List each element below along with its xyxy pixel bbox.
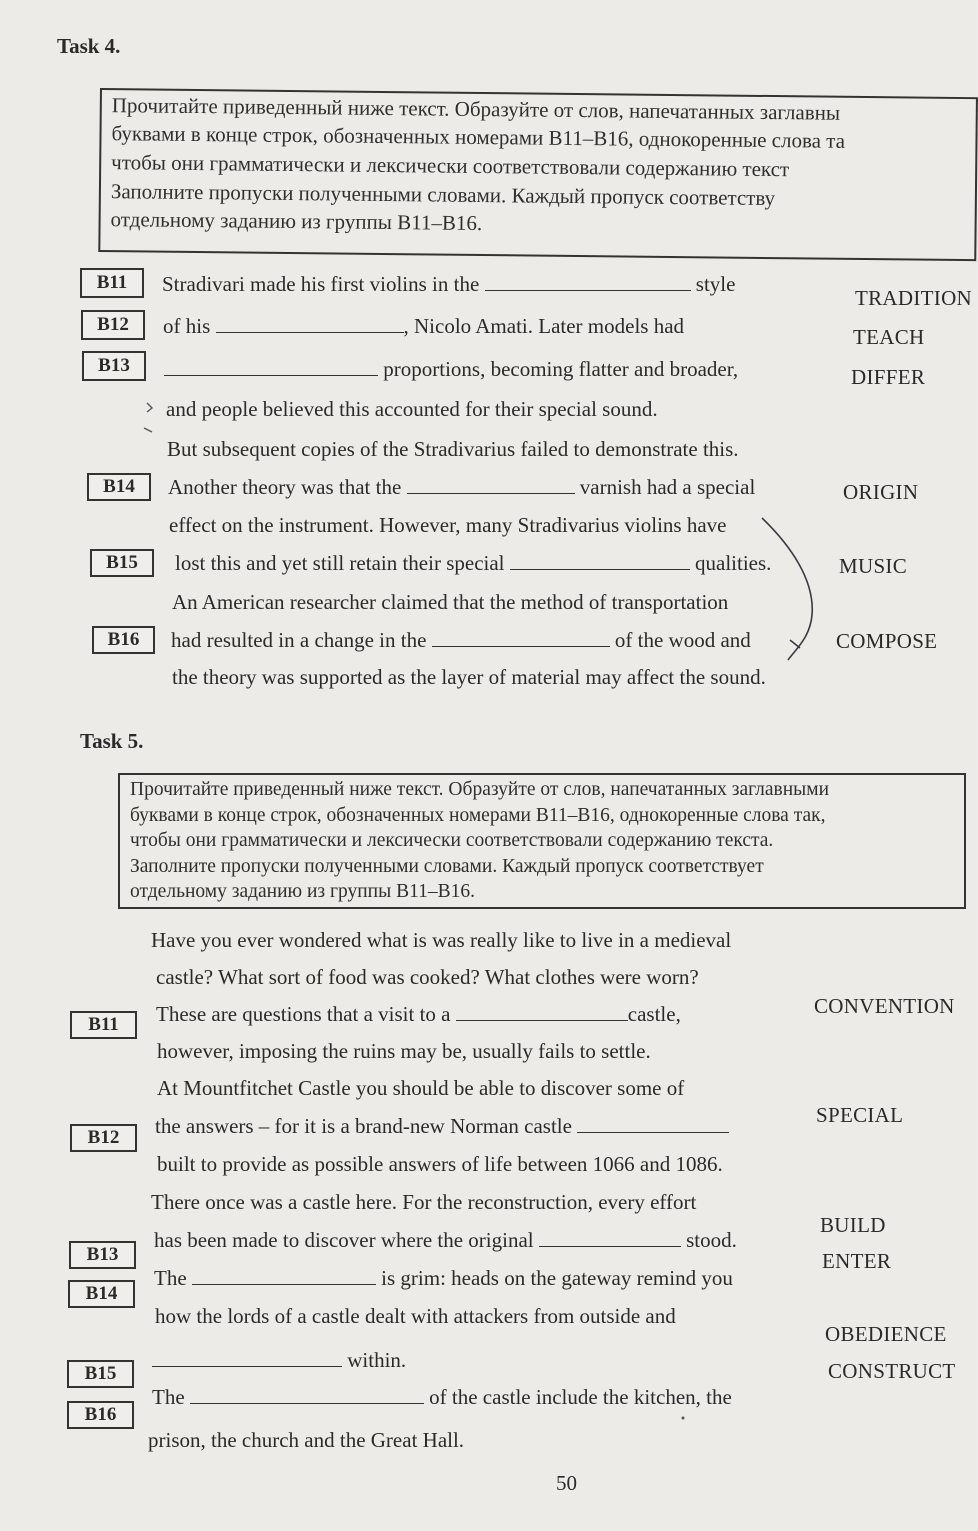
keyword: TEACH	[853, 325, 925, 349]
text-line	[154, 1228, 737, 1253]
line-text: within.	[347, 1348, 407, 1372]
line-text: has been made to discover where the original	[154, 1228, 534, 1252]
text-line	[152, 1385, 732, 1410]
text-line: At Mountfitchet Castle you should be able to discover some of	[157, 1076, 685, 1100]
line-text: had resulted in a change in the	[171, 628, 427, 652]
instruction-line: Заполните пропуски полученными словами. Каждый пропуск соответствует	[130, 855, 764, 877]
line-text: of the wood and	[614, 628, 751, 652]
keyword: BUILD	[820, 1213, 886, 1237]
text-line: and people believed this accounted for their special sound.	[166, 397, 658, 421]
keyword: CONSTRUCT	[828, 1359, 956, 1383]
keyword: DIFFER	[851, 365, 926, 389]
text-line	[156, 1002, 681, 1027]
code-b12: B12	[70, 1124, 137, 1152]
code-b16: B16	[92, 626, 155, 654]
text-line: effect on the instrument. However, many Stradivarius violins have	[169, 513, 727, 537]
text-line: castle? What sort of food was cooked? What clothes were worn?	[156, 965, 699, 989]
answer-blank[interactable]	[539, 1232, 681, 1247]
text-line: There once was a castle here. For the reconstruction, every effort	[151, 1190, 697, 1214]
instruction-line: буквами в конце строк, обозначенных номерами B11–B16, однокоренные слова так,	[130, 804, 826, 826]
text-line: An American researcher claimed that the method of transportation	[172, 590, 729, 614]
keyword: TRADITION	[855, 286, 973, 310]
line-text: qualities.	[695, 551, 772, 575]
code-b13: B13	[69, 1241, 136, 1269]
line-text: of the castle include the kitchen, the	[429, 1385, 732, 1409]
keyword: ORIGIN	[843, 480, 919, 504]
answer-blank[interactable]	[456, 1006, 628, 1021]
answer-blank[interactable]	[190, 1389, 424, 1404]
page-number: 50	[556, 1471, 577, 1495]
task5-instruction-box	[118, 773, 966, 909]
code-b13: B13	[82, 351, 146, 381]
line-text: Stradivari made his first violins in the	[162, 272, 480, 296]
task5-title: Task 5.	[80, 729, 144, 753]
line-text: the answers – for it is a brand-new Norman castle	[155, 1114, 572, 1138]
code-b12: B12	[81, 310, 145, 340]
keyword: COMPOSE	[836, 629, 938, 653]
instruction-line: Прочитайте приведенный ниже текст. Образуйте от слов, напечатанных заглавны	[111, 93, 841, 125]
line-text: style	[695, 272, 736, 296]
instruction-line: Заполните пропуски полученными словами. Каждый пропуск соответству	[110, 179, 776, 211]
text-line: how the lords of a castle dealt with attackers from outside and	[155, 1304, 676, 1328]
line-text: Another theory was that the	[168, 475, 402, 499]
text-line	[154, 1266, 733, 1291]
instruction-line: отдельному заданию из группы B11–B16.	[110, 207, 483, 236]
line-text: castle,	[627, 1002, 681, 1026]
line-text: The	[152, 1385, 185, 1409]
answer-blank[interactable]	[192, 1270, 376, 1285]
line-text: The	[154, 1266, 187, 1290]
answer-blank[interactable]	[577, 1118, 729, 1133]
code-b15: B15	[90, 549, 154, 577]
code-b14: B14	[68, 1280, 135, 1308]
text-line: built to provide as possible answers of life between 1066 and 1086.	[157, 1152, 723, 1176]
line-text: , Nicolo Amati. Later models had	[403, 314, 685, 338]
instruction-line: отдельному заданию из группы B11–B16.	[130, 881, 476, 902]
line-text: varnish had a special	[579, 475, 756, 499]
code-b11: B11	[80, 268, 144, 298]
line-text: These are questions that a visit to a	[156, 1002, 451, 1026]
code-b14: B14	[87, 473, 151, 501]
keyword: ENTER	[822, 1249, 892, 1273]
text-line: the theory was supported as the layer of material may affect the sound.	[172, 665, 766, 689]
task4-title: Task 4.	[57, 34, 121, 58]
line-text: stood.	[686, 1228, 737, 1252]
instruction-line: чтобы они грамматически и лексически соответствовали содержанию текст	[111, 150, 790, 182]
keyword: OBEDIENCE	[825, 1322, 947, 1346]
answer-blank[interactable]	[152, 1352, 342, 1367]
text-line	[155, 1114, 729, 1139]
line-text: proportions, becoming flatter and broader,	[383, 357, 739, 381]
text-line: prison, the church and the Great Hall.	[148, 1428, 465, 1452]
text-line: But subsequent copies of the Stradivarius failed to demonstrate this.	[167, 437, 739, 461]
keyword: CONVENTION	[814, 994, 955, 1018]
line-text: is grim: heads on the gateway remind you	[381, 1266, 733, 1290]
line-text: lost this and yet still retain their special	[175, 551, 505, 575]
instruction-line: Прочитайте приведенный ниже текст. Образуйте от слов, напечатанных заглавными	[130, 779, 830, 800]
keyword: MUSIC	[839, 554, 908, 578]
line-text: of his	[163, 314, 211, 338]
text-line	[152, 1348, 406, 1373]
keyword: SPECIAL	[816, 1103, 904, 1127]
text-line: Have you ever wondered what is was really like to live in a medieval	[151, 928, 732, 952]
text-line: however, imposing the ruins may be, usually fails to settle.	[157, 1039, 651, 1063]
code-b16: B16	[67, 1401, 134, 1429]
code-b15: B15	[67, 1360, 134, 1388]
instruction-line: чтобы они грамматически и лексически соответствовали содержанию текста.	[130, 830, 774, 851]
code-b11: B11	[70, 1011, 137, 1039]
instruction-line: буквами в конце строк, обозначенных номерами B11–B16, однокоренные слова та	[111, 121, 846, 153]
